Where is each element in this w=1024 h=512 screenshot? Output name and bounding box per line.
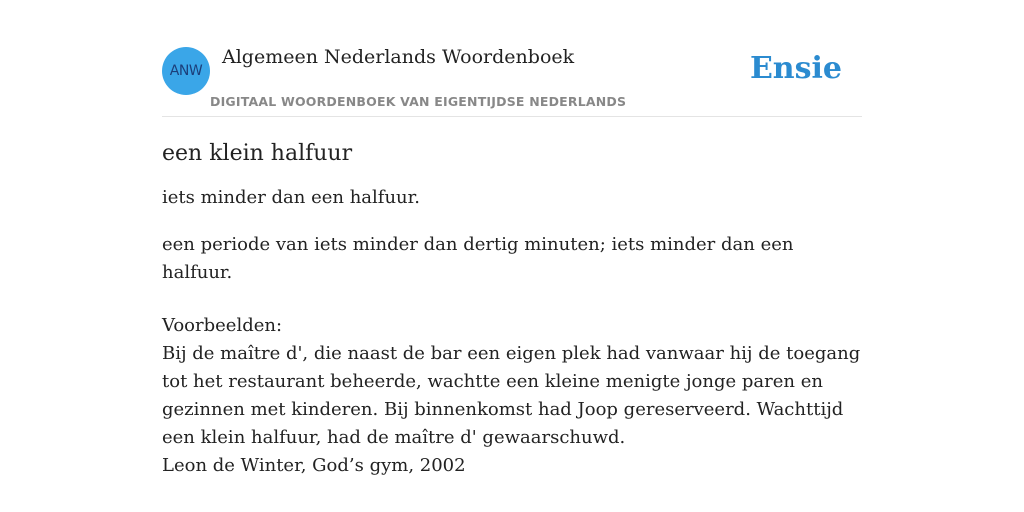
examples-label: Voorbeelden:: [162, 315, 283, 336]
logo-text: ANW: [169, 63, 203, 79]
definition-long: een periode van iets minder dan dertig minuten; iets minder dan een halfuur.: [162, 234, 794, 283]
examples-section: [162, 312, 862, 480]
site-title[interactable]: Algemeen Nederlands Woordenboek: [222, 46, 575, 68]
entry-headword: een klein halfuur: [162, 141, 353, 166]
example-source: Leon de Winter, God’s gym, 2002: [162, 455, 466, 476]
entry-content: [162, 138, 862, 480]
definition-short: iets minder dan een halfuur.: [162, 187, 420, 208]
site-subtitle: DIGITAAL WOORDENBOEK VAN EIGENTIJDSE NEDERLANDS: [210, 94, 627, 109]
ensie-brand-logo[interactable]: Ensie: [749, 51, 842, 86]
anw-logo-icon[interactable]: [162, 47, 210, 95]
site-header: [162, 44, 862, 117]
example-quote: Bij de maître d', die naast de bar een eigen plek had vanwaar hij de toegang tot het restaurant beheerde, wachtte een kleine menigte jonge paren en gezinnen met kinderen. Bij binnenkomst had Joop gereserveerd. Wachttijd een klein halfuur, had de maître d' gewaarschuwd.: [162, 343, 861, 448]
